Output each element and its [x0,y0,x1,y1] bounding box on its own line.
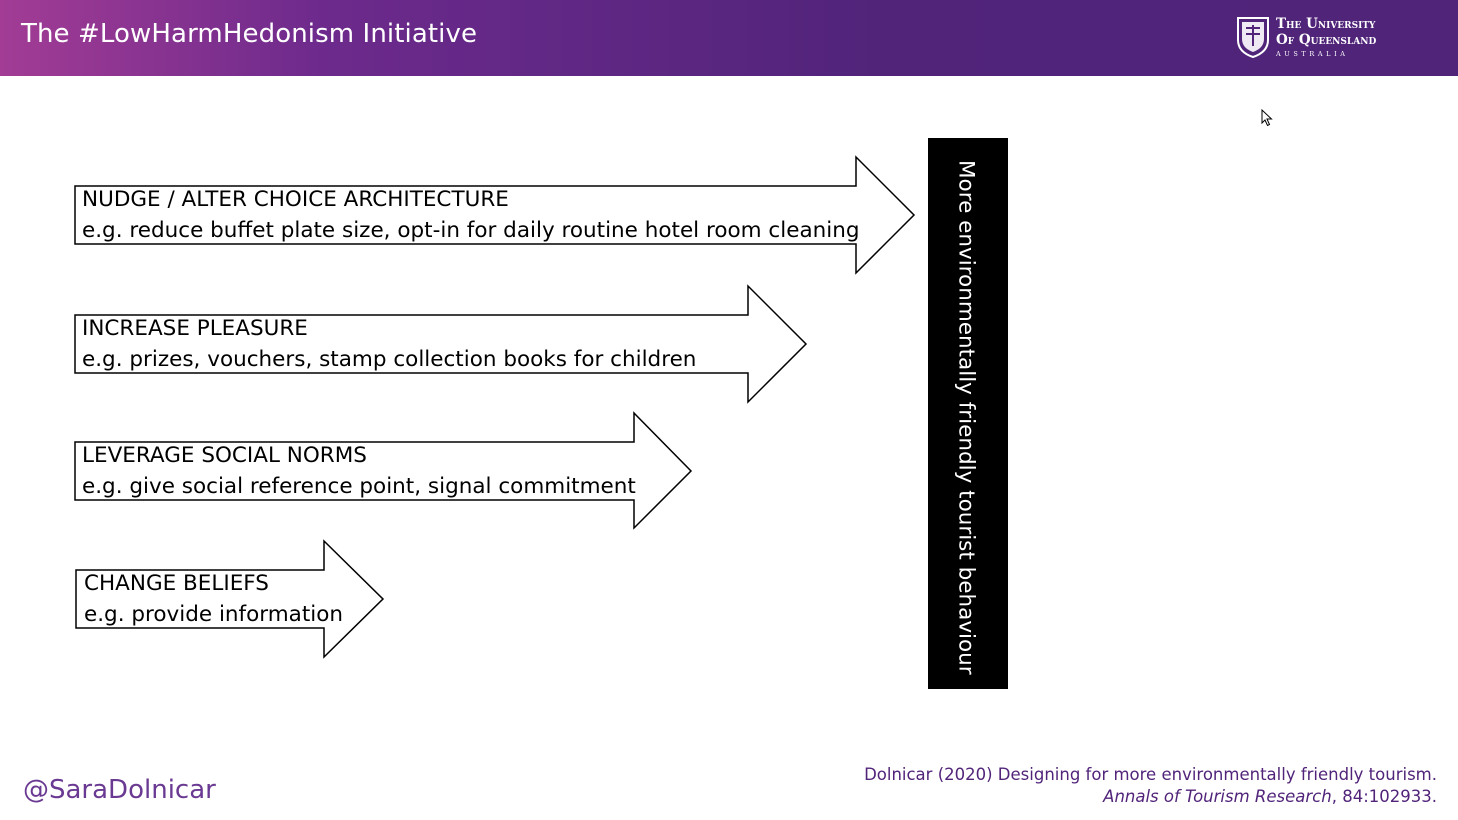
citation [864,764,1437,808]
citation-line1: Dolnicar (2020) Designing for more environmentally friendly tourism. [864,765,1437,784]
arrow-norms-label [82,440,636,502]
outcome-label: More environmentally friendly tourist behaviour [953,160,979,675]
arrow-pleasure-title: INCREASE PLEASURE [82,316,308,341]
logo-text-line3: AUSTRALIA [1276,50,1349,58]
arrow-beliefs-label [84,568,343,630]
citation-journal: Annals of Tourism Research [1103,787,1332,806]
arrow-pleasure-example: e.g. prizes, vouchers, stamp collection books for children [82,347,697,372]
citation-line2 [864,786,1437,808]
logo-text-line1: The University [1276,16,1376,32]
arrow-norms-example: e.g. give social reference point, signal commitment [82,474,636,499]
arrow-nudge-title: NUDGE / ALTER CHOICE ARCHITECTURE [82,187,509,212]
arrow-beliefs-title: CHANGE BELIEFS [84,571,269,596]
twitter-handle: @SaraDolnicar [23,775,216,805]
slide-title: The #LowHarmHedonism Initiative [21,19,478,49]
arrow-norms-title: LEVERAGE SOCIAL NORMS [82,443,367,468]
arrow-nudge-example: e.g. reduce buffet plate size, opt-in for daily routine hotel room cleaning [82,218,860,243]
arrow-beliefs-example: e.g. provide information [84,602,344,627]
mouse-pointer-icon [1261,109,1273,127]
arrow-nudge-label [82,184,860,246]
arrow-pleasure-label [82,313,696,375]
logo-text-line2: Of Queensland [1276,32,1377,48]
citation-volume: , 84:102933. [1331,787,1437,806]
